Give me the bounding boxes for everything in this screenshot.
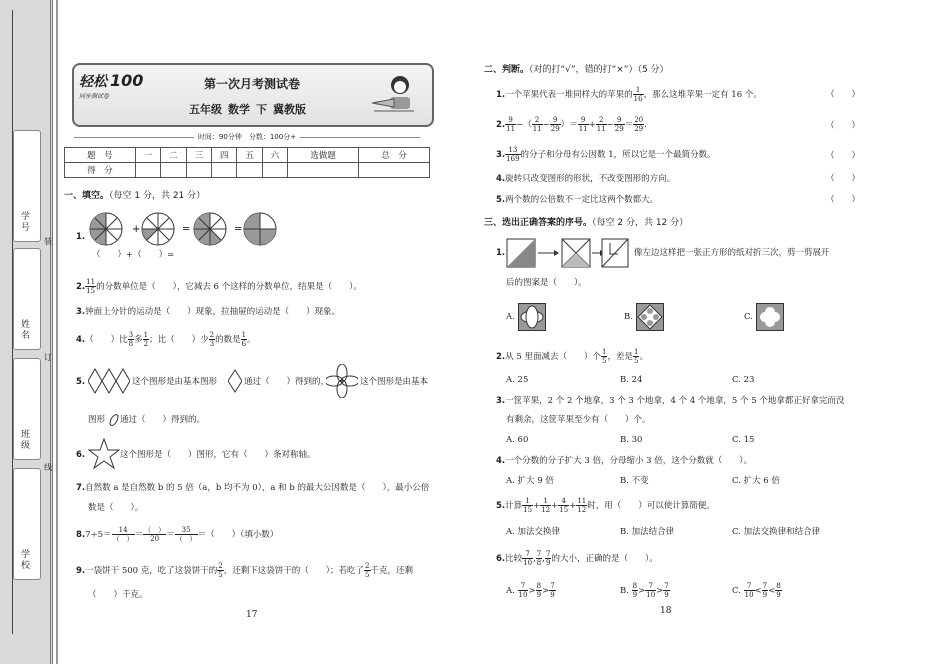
score-cell[interactable] [161,163,186,178]
c1-option-b[interactable]: B. [624,312,633,322]
q7-line2: 数是（ ）。 [88,503,144,513]
score-table [64,147,430,178]
circle-diagram-2 [142,213,174,245]
circle-diagram-1 [90,213,122,245]
student-id-label: 学号 [19,211,29,233]
score-cell[interactable] [237,163,262,178]
c1-line1: 像左边这样把一张正方形的纸对折三次，剪一剪展开 [634,248,830,258]
exam-title: 第一次月考测试卷 [204,77,301,91]
svg-text:+: + [132,224,141,235]
score-row [65,163,430,178]
score-cell[interactable] [288,163,359,178]
score-header-row [65,148,430,163]
cell: 一 [135,148,160,163]
binding-mark: 线 [44,463,52,472]
petal-icon [108,413,120,427]
q1-circle-diagrams [88,211,278,247]
c1-line2: 后的图案是（ ）。 [506,278,587,288]
diamond-icon [228,369,242,393]
c1-option-a[interactable]: A. [506,312,515,322]
pattern-c-icon [756,303,784,331]
c6-option-c[interactable]: C. $\frac{7}{10}$ < $\frac{7}{9}$ < $\frac{8}{9}$ [732,582,781,599]
q5-text-c: 这个图形是由基本 [360,377,429,387]
c3-option-c[interactable]: C. 15 [732,435,755,445]
page-number-left: 17 [246,610,258,620]
circle-diagram-3 [194,213,226,245]
q5-text-a: 这个图形是由基本图形 [132,377,218,387]
score-cell[interactable] [212,163,237,178]
name-box [13,248,41,350]
question-9: 9.一袋饼干 500 克，吃了这袋饼干的 $\frac{2}{5}$ ，还剩下这袋饼干的（ ）；若吃了 $\frac{2}{5}$ 千克，还剩 [76,562,414,579]
page-separator [56,0,58,664]
pattern-a-icon [518,303,546,331]
question-2: 2. $\frac{11}{15}$ 的分数单位是（ ），它减去 6 个这样的分数单位，结果是（ ）。 [76,278,362,295]
question-7: 7.自然数 a 是自然数 b 的 5 倍（a，b 均不为 0），a 和 b 的最大公因数是（ ），最小公倍 [76,483,430,493]
question-3: 3.钟面上分针的运动是（ ）现象，拉抽屉的运动是（ ）现象。 [76,307,341,317]
cell: 二 [161,148,186,163]
c3-line2: 有剩余，这筐苹果至少有（ ）个。 [506,415,651,425]
binding-strip [0,0,53,664]
choice-4: 4.一个分数的分子扩大 3 倍，分母缩小 3 倍，这个分数就（ ）。 [496,456,753,466]
cell: 选做题 [288,148,359,163]
class-label: 班级 [19,429,29,451]
student-id-box [13,130,41,242]
c5-option-a[interactable]: A. 加法交换律 [506,527,561,537]
question-4: 4.（ ）比 $\frac{3}{8}$ 多 $\frac{1}{2}$ ；比（ ）少 $\frac{2}{3}$ 的数是 $\frac{1}{6}$ 。 [76,331,256,348]
choice-6: 6.比较 $\frac{7}{10}$ , $\frac{7}{8}$ , $\frac{7}{9}$ 的大小，正确的是（ ）。 [496,550,658,567]
judge-1: 1.一个苹果代表一堆同样大的苹果的 $\frac{1}{16}$ ，那么这堆苹果一定有 16 个。 [496,86,762,103]
q6-text: 这个图形是（ ）图形，它有（ ）条对称轴。 [120,450,316,460]
petal-pattern-icon [326,364,358,398]
c5-option-c[interactable]: C. 加法交换律和结合律 [732,527,821,537]
judge-answer-3[interactable]: （ ） [826,151,861,161]
cell: 五 [237,148,262,163]
judge-answer-1[interactable]: （ ） [826,90,861,100]
choice-5: 5.计算 $\frac{1}{15}$ + $\frac{1}{12}$ + $\frac{4}{15}$ + $\frac{11}{12}$ 时，用（ ）可以使计算简便。 [496,497,715,514]
q5-text-d: 通过（ ）得到的。 [120,415,206,425]
section-3-heading: 三、选出正确答案的序号。（每空 2 分，共 12 分） [484,218,689,228]
judge-3: 3. $\frac{13}{169}$ 的分子和分母有公因数 1，所以它是一个最简分数。 [496,146,716,163]
svg-text:=: = [182,224,191,235]
star-icon [88,438,120,470]
cell: 三 [186,148,211,163]
judge-answer-4[interactable]: （ ） [826,174,861,184]
c6-option-a[interactable]: A. $\frac{7}{10}$ > $\frac{8}{9}$ > $\frac{7}{9}$ [506,582,555,599]
name-label: 姓名 [19,319,29,341]
diamond-chain-icon [88,368,130,394]
q9-line2: （ ）千克。 [88,590,148,600]
choice-2: 2.从 5 里面减去（ ）个 $\frac{1}{5}$ ，差是 $\frac{1}{5}$ 。 [496,348,648,365]
time-info: 时间：90分钟 分数：100分+ [64,132,430,142]
exam-header [72,63,434,127]
paper-fold-diagram [506,238,630,270]
q1-number: 1. [76,232,86,242]
c2-option-c[interactable]: C. 23 [732,375,755,385]
question-8: 8.7÷5＝ $\frac{14}{( )}$ ＝ $\frac{( )}{20}$ ＝ $\frac{35}{( )}$ ＝（ ）（填小数） [76,526,279,543]
score-cell[interactable] [262,163,287,178]
c3-option-b[interactable]: B. 30 [620,435,643,445]
binding-mark: 订 [44,353,52,362]
q5-line2: 图形 [88,415,106,425]
c1-option-c[interactable]: C. [744,312,753,322]
judge-answer-2[interactable]: （ ） [826,121,861,131]
c3-option-a[interactable]: A. 60 [506,435,529,445]
c2-option-b[interactable]: B. 24 [620,375,643,385]
circle-diagram-4 [244,213,276,245]
judge-answer-5[interactable]: （ ） [826,195,861,205]
section-1-heading: 一、填空。（每空 1 分，共 21 分） [64,191,206,201]
cell: 得 分 [65,163,136,178]
exam-subtitle: 五年级 数学 下 冀教版 [189,103,306,116]
binding-mark: 装 [44,237,52,246]
school-label: 学校 [19,549,29,571]
svg-text:=: = [234,224,243,235]
cell: 题 号 [65,148,136,163]
cartoon-kid-icon [370,73,418,117]
c4-option-c[interactable]: C. 扩大 6 倍 [732,476,780,486]
score-cell[interactable] [135,163,160,178]
q1-blanks[interactable]: （ ）+（ ）= [92,250,175,260]
q5-text-b: 通过（ ）得到的， [244,377,330,387]
school-box [13,468,41,580]
judge-5: 5.两个数的公倍数不一定比这两个数都大。 [496,195,659,205]
judge-4: 4.旋转只改变图形的形状，不改变图形的方向。 [496,174,676,184]
q5-number: 5. [76,377,86,387]
c4-option-a[interactable]: A. 扩大 9 倍 [506,476,554,486]
brand-logo: 轻松 100 同步测试卷 [79,71,144,100]
judge-2: 2. $\frac{9}{11}$ −（ $\frac{2}{11}$ − $\frac{9}{29}$ ）＝ $\frac{9}{11}$ + $\frac{2}{11}$ − $\frac{9}{29}$ ＝ $\frac{20}{29}$ . [496,116,647,133]
c1-number: 1. [496,248,506,258]
c6-option-b[interactable]: B. $\frac{8}{9}$ > $\frac{7}{10}$ > $\frac{7}{9}$ [620,582,669,599]
score-cell[interactable] [359,163,430,178]
pattern-b-icon [636,303,664,331]
section-2-heading: 二、判断。（对的打“√”，错的打“×”）（5 分） [484,65,669,75]
page-number-right: 18 [660,606,672,616]
cell: 六 [262,148,287,163]
cell: 总 分 [359,148,430,163]
cell: 四 [212,148,237,163]
q6-number: 6. [76,450,86,460]
class-box [13,358,41,460]
score-cell[interactable] [186,163,211,178]
c4-option-b[interactable]: B. 不变 [620,476,649,486]
c5-option-b[interactable]: B. 加法结合律 [620,527,675,537]
c2-option-a[interactable]: A. 25 [506,375,529,385]
choice-3: 3.一筐苹果，2 个 2 个地拿，3 个 3 个地拿，4 个 4 个地拿，5 个 5 个地拿都正好拿完而没 [496,396,845,406]
